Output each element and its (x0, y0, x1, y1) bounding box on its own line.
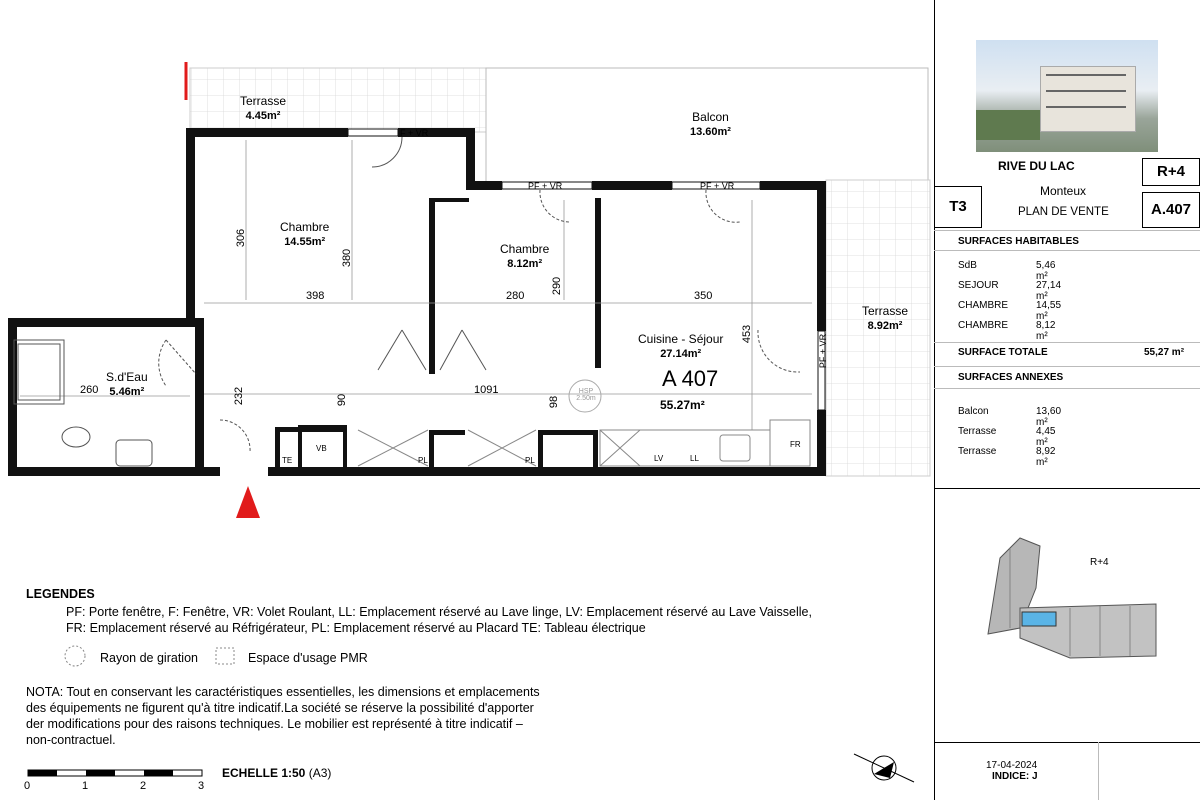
scale-label: ECHELLE 1:50 (A3) (222, 766, 332, 780)
doc-title: PLAN DE VENTE (1018, 206, 1109, 218)
date: 17-04-2024 (986, 760, 1038, 771)
north-arrow-icon (854, 754, 914, 782)
room-terrasse-top: Terrasse 4.45m² (240, 94, 287, 122)
nota-line: des équipements ne figurent qu'à titre indicatif.La société se réserve la possibilité d'apporter (26, 701, 534, 715)
scale-tick: 2 (140, 780, 147, 792)
terrasse-top-floor (190, 68, 486, 132)
hsp-badge: HSP 2.50m (576, 388, 596, 402)
annexe-row: Balcon 13,60 m² (958, 406, 1062, 428)
dimension-label: 380 (341, 248, 354, 268)
habitables-title: SURFACES HABITABLES (958, 236, 1079, 247)
room-balcon: Balcon 13.60m² (690, 110, 731, 138)
dimension-label: 453 (741, 324, 754, 344)
legend-title: LEGENDES (26, 587, 95, 601)
equip-label: TE (282, 456, 293, 465)
lot-badge: A.407 (1142, 192, 1200, 228)
legend-line: PF: Porte fenêtre, F: Fenêtre, VR: Volet Roulant, LL: Emplacement réservé au Lave linge, LV: Emplacement réservé au Lave Vaisselle, (66, 605, 812, 619)
surface-row: SEJOUR 27,14 m² (958, 280, 1062, 302)
window-label: PF + VR (700, 181, 735, 191)
equip-label: LV (654, 454, 664, 463)
scale-tick: 0 (24, 780, 31, 792)
dimension-label: 306 (235, 228, 248, 248)
project-name: RIVE DU LAC (998, 159, 1075, 173)
equip-label: LL (690, 454, 699, 463)
dimension-label: 280 (506, 290, 525, 302)
room-cuisine-sejour: Cuisine - Séjour 27.14m² (638, 332, 724, 360)
level-badge: R+4 (1142, 158, 1200, 186)
scale-bar (28, 770, 202, 776)
dimension-label: 232 (233, 386, 246, 406)
scale-tick: 1 (82, 780, 89, 792)
dimension-label: 98 (548, 395, 561, 409)
keyplan-level: R+4 (1090, 557, 1109, 568)
dimension-label: 398 (306, 290, 325, 302)
entrance-marker (236, 486, 260, 518)
dimension-label: 260 (80, 384, 99, 396)
surface-row: SdB 5,46 m² (958, 260, 1056, 282)
unit-code: A 407 (662, 366, 719, 391)
annexes-title: SURFACES ANNEXES (958, 372, 1064, 383)
nota-line: der modifications pour des raisons techniques. Le mobilier est représenté à titre indicatif – (26, 717, 523, 731)
window-label: PF + VR (818, 333, 829, 369)
dimension-label: 290 (551, 276, 564, 296)
dimension-label: 350 (694, 290, 713, 302)
total-label: SURFACE TOTALE (958, 347, 1048, 358)
scale-tick: 3 (198, 780, 205, 792)
legend-pmr: Espace d'usage PMR (248, 651, 368, 665)
window-label: PF + VR (528, 181, 563, 191)
room-terrasse-right: Terrasse 8.92m² (862, 304, 909, 332)
rayon-symbol (65, 646, 85, 666)
dimension-label: 1091 (474, 384, 499, 396)
room-chambre-1: Chambre 14.55m² (280, 220, 330, 248)
dimension-label: 90 (336, 393, 349, 407)
equip-label: PL (418, 456, 428, 465)
surface-row: CHAMBRE 14,55 m² (958, 300, 1062, 322)
annexe-row: Terrasse 4,45 m² (958, 426, 1056, 448)
key-plan (970, 528, 1158, 660)
indice: INDICE: J (992, 771, 1038, 782)
unit-area: 55.27m² (660, 398, 705, 412)
pmr-symbol (216, 648, 234, 664)
building-rendering (976, 40, 1158, 152)
city: Monteux (1040, 184, 1087, 198)
room-chambre-2: Chambre 8.12m² (500, 242, 550, 270)
legend-line: FR: Emplacement réservé au Réfrigérateur, PL: Emplacement réservé au Placard TE: Tableau électrique (66, 621, 646, 635)
window-label: F + VR (400, 128, 429, 138)
legend-rayon: Rayon de giration (100, 651, 198, 665)
surface-row: CHAMBRE 8,12 m² (958, 320, 1056, 342)
equip-label: PL (525, 456, 535, 465)
room-sdeau: S.d'Eau 5.46m² (106, 370, 148, 398)
type-badge: T3 (934, 186, 982, 228)
equip-label: FR (790, 440, 801, 449)
bathroom-fixtures (14, 340, 152, 466)
nota-line: NOTA: Tout en conservant les caractéristiques essentielles, les dimensions et emplacements (26, 685, 540, 699)
total-value: 55,27 m² (1144, 347, 1185, 358)
equip-label: VB (316, 444, 327, 453)
nota-line: non-contractuel. (26, 733, 116, 747)
annexe-row: Terrasse 8,92 m² (958, 446, 1056, 468)
